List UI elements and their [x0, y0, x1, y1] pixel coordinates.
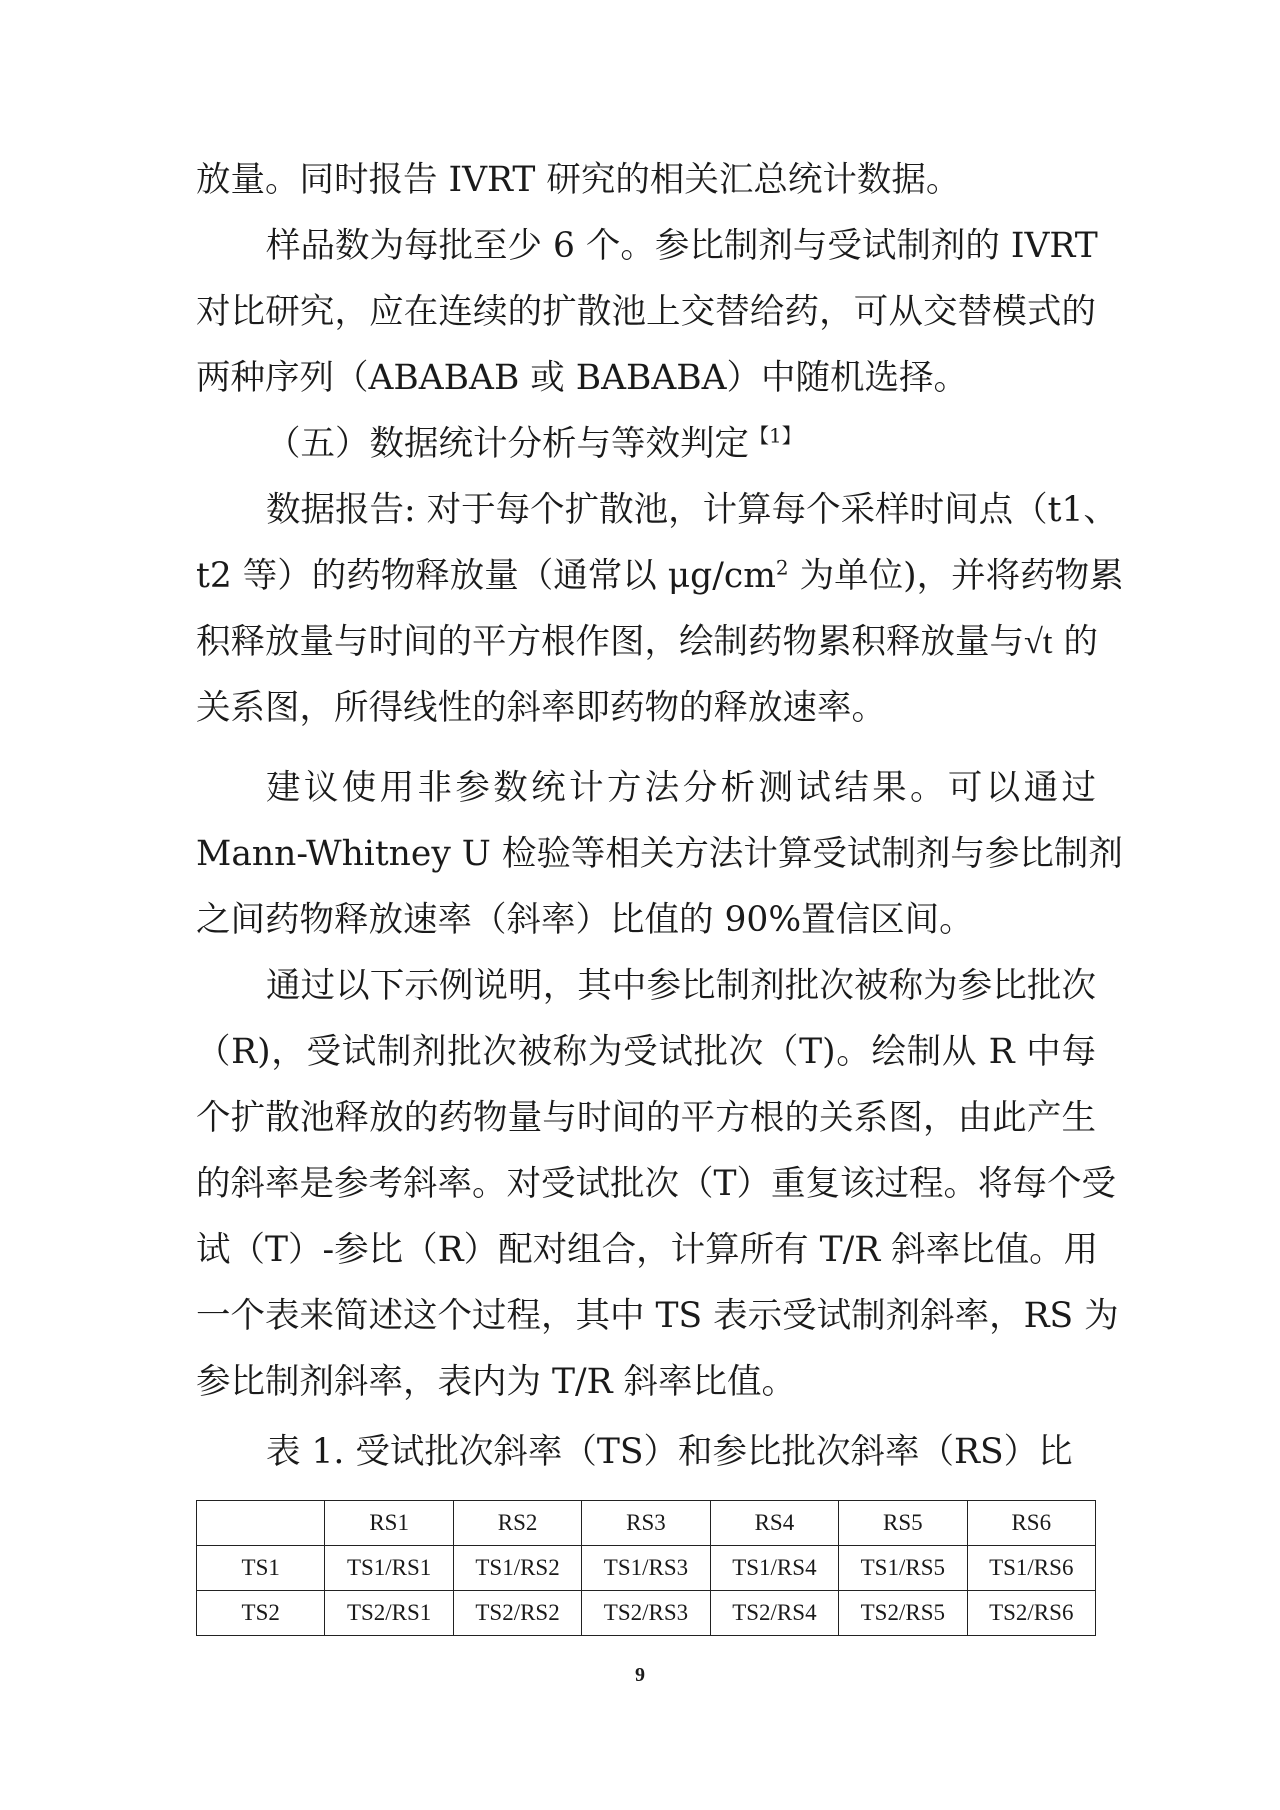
table-row-label: TS2 — [197, 1591, 325, 1636]
section-heading — [266, 424, 1166, 464]
superscript: 2 — [775, 555, 789, 580]
table-header-cell: RS6 — [967, 1501, 1095, 1546]
table-cell: TS2/RS6 — [967, 1591, 1095, 1636]
sqrt-t-symbol: √t — [1024, 623, 1053, 661]
table-cell: TS1/RS5 — [839, 1546, 967, 1591]
text-fragment: t2 等）的药物释放量（通常以 μg/cm — [196, 556, 776, 596]
table-header-row — [197, 1501, 1096, 1546]
table-cell: TS1/RS3 — [582, 1546, 710, 1591]
table-cell: TS2/RS5 — [839, 1591, 967, 1636]
paragraph-line: 一个表来简述这个过程，其中 TS 表示受试制剂斜率，RS 为 — [196, 1296, 1119, 1336]
table-row-label: TS1 — [197, 1546, 325, 1591]
table-row — [197, 1546, 1096, 1591]
table-caption: 表 1. 受试批次斜率（TS）和参比批次斜率（RS）比 — [266, 1432, 1073, 1472]
paragraph-line: 数据报告: 对于每个扩散池，计算每个采样时间点（t1、 — [266, 490, 1118, 530]
table-cell: TS2/RS1 — [325, 1591, 453, 1636]
paragraph-line: （R)，受试制剂批次被称为受试批次（T)。绘制从 R 中每 — [196, 1032, 1096, 1072]
table-row — [197, 1591, 1096, 1636]
table-cell: TS1/RS1 — [325, 1546, 453, 1591]
table-cell: TS1/RS4 — [710, 1546, 838, 1591]
table-cell: TS1/RS6 — [967, 1546, 1095, 1591]
slope-ratio-table — [196, 1500, 1096, 1636]
paragraph-line: 参比制剂斜率，表内为 T/R 斜率比值。 — [196, 1362, 797, 1402]
paragraph-line: 试（T）-参比（R）配对组合，计算所有 T/R 斜率比值。用 — [196, 1230, 1099, 1270]
paragraph-line: 之间药物释放速率（斜率）比值的 90%置信区间。 — [196, 900, 974, 940]
text-fragment: 为单位)，并将药物累 — [788, 556, 1124, 596]
paragraph-line: 建议使用非参数统计方法分析测试结果。可以通过 — [266, 768, 1096, 808]
paragraph-line: 关系图，所得线性的斜率即药物的释放速率。 — [196, 688, 886, 728]
table-cell: TS1/RS2 — [453, 1546, 581, 1591]
table-header-cell: RS4 — [710, 1501, 838, 1546]
table-cell: TS2/RS4 — [710, 1591, 838, 1636]
paragraph-line — [196, 555, 1124, 596]
paragraph-line: 样品数为每批至少 6 个。参比制剂与受试制剂的 IVRT — [266, 226, 1098, 266]
paragraph-line: 对比研究，应在连续的扩散池上交替给药，可从交替模式的 — [196, 292, 1096, 332]
text-fragment: 积释放量与时间的平方根作图，绘制药物累积释放量与 — [196, 622, 1024, 662]
reference-marker: 【1】 — [749, 423, 802, 448]
paragraph-line: Mann-Whitney U 检验等相关方法计算受试制剂与参比制剂 — [196, 834, 1123, 874]
paragraph-line: 通过以下示例说明，其中参比制剂批次被称为参比批次 — [266, 966, 1096, 1006]
table-header-cell: RS1 — [325, 1501, 453, 1546]
table-cell: TS2/RS2 — [453, 1591, 581, 1636]
paragraph-line: 的斜率是参考斜率。对受试批次（T）重复该过程。将每个受 — [196, 1164, 1117, 1204]
table-header-cell: RS2 — [453, 1501, 581, 1546]
table-header-cell: RS3 — [582, 1501, 710, 1546]
table-cell: TS2/RS3 — [582, 1591, 710, 1636]
table-header-cell: RS5 — [839, 1501, 967, 1546]
table-header-cell — [197, 1501, 325, 1546]
section-heading-text: （五）数据统计分析与等效判定 — [266, 424, 749, 464]
paragraph-line: 个扩散池释放的药物量与时间的平方根的关系图，由此产生 — [196, 1098, 1096, 1138]
paragraph-line — [196, 622, 1096, 662]
page-number: 9 — [635, 1664, 645, 1686]
paragraph-line: 两种序列（ABABAB 或 BABABA）中随机选择。 — [196, 358, 969, 398]
text-fragment: 的 — [1052, 622, 1098, 662]
paragraph-line: 放量。同时报告 IVRT 研究的相关汇总统计数据。 — [196, 160, 961, 200]
